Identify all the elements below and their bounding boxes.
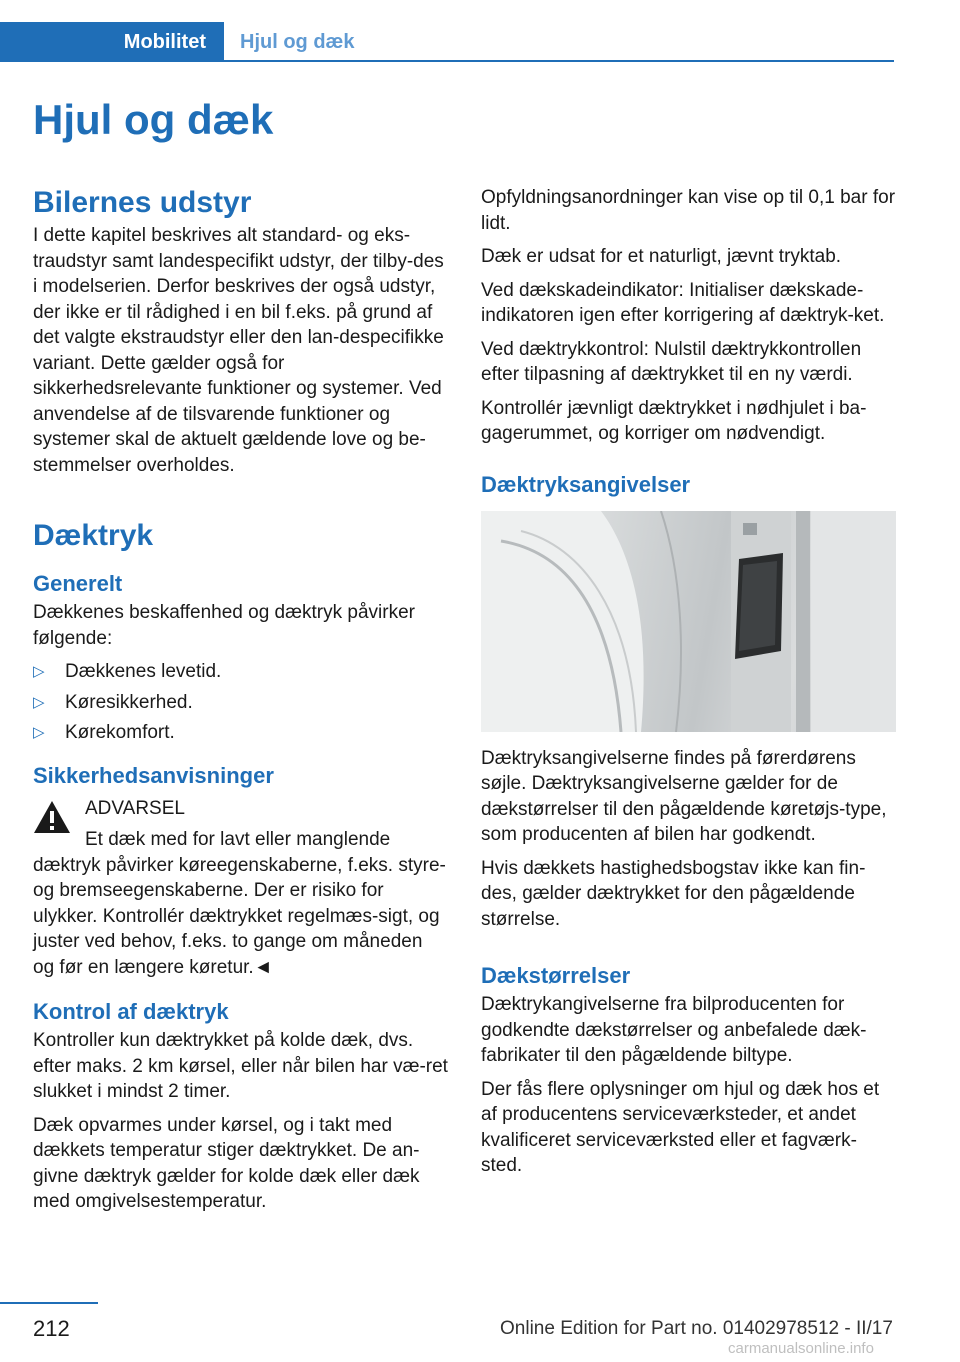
watermark-text: carmanualsonline.info — [728, 1340, 874, 1357]
warning-text — [33, 827, 448, 980]
kontrol-paragraph-1: Kontroller kun dæktrykket på kolde dæk, dvs. efter maks. 2 km kørsel, eller når bilen har væ-ret slukket i mindst 2 timer. — [33, 1030, 448, 1102]
door-pillar-photo — [481, 511, 896, 732]
heading-bilernes-udstyr: Bilernes udstyr — [33, 186, 252, 219]
intro-paragraph: I dette kapitel beskrives alt standard- og eks-traudstyr samt landespecifikt udstyr, der tilby-des i modelserien. Derfor beskrives der også udstyr, der ikke er til rådighed i en bil f.eks. på grund af det valgte ekstraudstyr eller den lan-despecifikke variant. Dette gælder også for sikkerhedsrelevante funktioner og systemer. Ved anvendelse af de tilsvarende funktioner og systemer skal de aktuelt gældende love og be-stemmelser overholdes. — [33, 225, 444, 476]
right-paragraph-4: Ved dæktrykkontrol: Nulstil dæktrykkontrollen efter tilpasning af dæktrykket til en ny værdi. — [481, 338, 862, 385]
page-title: Hjul og dæk — [33, 96, 274, 143]
triangle-bullet-icon: ▷ — [33, 663, 45, 680]
sizes-paragraph-1: Dæktrykangivelserne fra bilproducenten for godkendte dækstørrelser og anbefalede dæk-fabrikater til den pågældende biltype. — [481, 994, 867, 1066]
footer-divider — [0, 1302, 98, 1304]
sizes-paragraph-2: Der fås flere oplysninger om hjul og dæk hos et af producentens serviceværksteder, et andet kvalificeret serviceværksted eller et fagværk-sted. — [481, 1078, 880, 1176]
heading-kontrol-af-daektryk: Kontrol af dæktryk — [33, 999, 229, 1024]
topic-tab-label: Hjul og dæk — [240, 30, 355, 53]
list-item-text: Kørekomfort. — [65, 722, 175, 743]
warning-box — [33, 796, 448, 822]
angivelser-paragraph-1: Dæktryksangivelserne findes på førerdørens søjle. Dæktryksangivelserne gælder for de dækstørrelser til den pågældende køretøjs-type, som producenten af bilen har godkendt. — [481, 747, 887, 845]
heading-generelt: Generelt — [33, 571, 123, 596]
right-paragraph-2: Dæk er udsat for et naturligt, jævnt tryktab. — [481, 246, 842, 267]
list-item-text: Dækkenes levetid. — [65, 661, 222, 682]
heading-daektryk: Dæktryk — [33, 519, 154, 552]
right-paragraph-3: Ved dækskadeindikator: Initialiser dækskade-indikatoren igen efter korrigering af dæktryk-ket. — [481, 279, 885, 326]
list-item — [33, 720, 448, 746]
triangle-bullet-icon: ▷ — [33, 693, 45, 711]
heading-daektryksangivelser: Dæktryksangivelser — [481, 471, 691, 497]
bullet-list — [33, 659, 448, 746]
page-number: 212 — [33, 1316, 70, 1341]
right-paragraph-5: Kontrollér jævnligt dæktrykket i nødhjulet i ba-gagerummet, og korriger om nødvendigt. — [481, 397, 867, 444]
kontrol-paragraph-2: Dæk opvarmes under kørsel, og i takt med dækkets temperatur stiger dæktrykket. De an-givne dæktryk gælder for kolde dæk eller dæk med omgivelsestemperatur. — [33, 1114, 420, 1212]
warning-text-content: Et dæk med for lavt eller manglende dæktryk påvirker køreegenskaberne, f.eks. styre- og bremseegenskaberne. Der er risiko for ulykker. Kontrollér dæktrykket regelmæs-sigt, og juster ved behov, f.eks. to gange om måneden og før en længere køretur.◄ — [33, 829, 446, 978]
heading-daekstoerrelser: Dækstørrelser — [481, 963, 631, 988]
door-pillar-illustration — [481, 511, 896, 732]
angivelser-paragraph-2: Hvis dækkets hastighedsbogstav ikke kan fin-des, gælder dæktrykket for den pågældende størrelse. — [481, 857, 866, 930]
list-item-text: Køresikkerhed. — [65, 691, 193, 713]
heading-sikkerhedsanvisninger: Sikkerhedsanvisninger — [33, 762, 274, 788]
section-tab[interactable] — [0, 22, 224, 62]
triangle-bullet-icon: ▷ — [33, 724, 45, 741]
header-divider — [224, 60, 894, 62]
right-column — [481, 185, 896, 1179]
right-paragraph-1: Opfyldningsanordninger kan vise op til 0,1 bar for lidt. — [481, 187, 896, 234]
warning-title: ADVARSEL — [85, 797, 185, 819]
section-tab-label: Mobilitet — [123, 30, 206, 53]
list-item — [33, 659, 448, 685]
list-item — [33, 690, 448, 716]
left-column — [33, 185, 448, 1215]
edition-text: Online Edition for Part no. 01402978512 - II/17 — [500, 1318, 893, 1339]
generelt-paragraph: Dækkenes beskaffenhed og dæktryk påvirker følgende: — [33, 602, 415, 649]
warning-triangle-icon — [33, 800, 71, 834]
topic-tab[interactable] — [224, 22, 894, 62]
